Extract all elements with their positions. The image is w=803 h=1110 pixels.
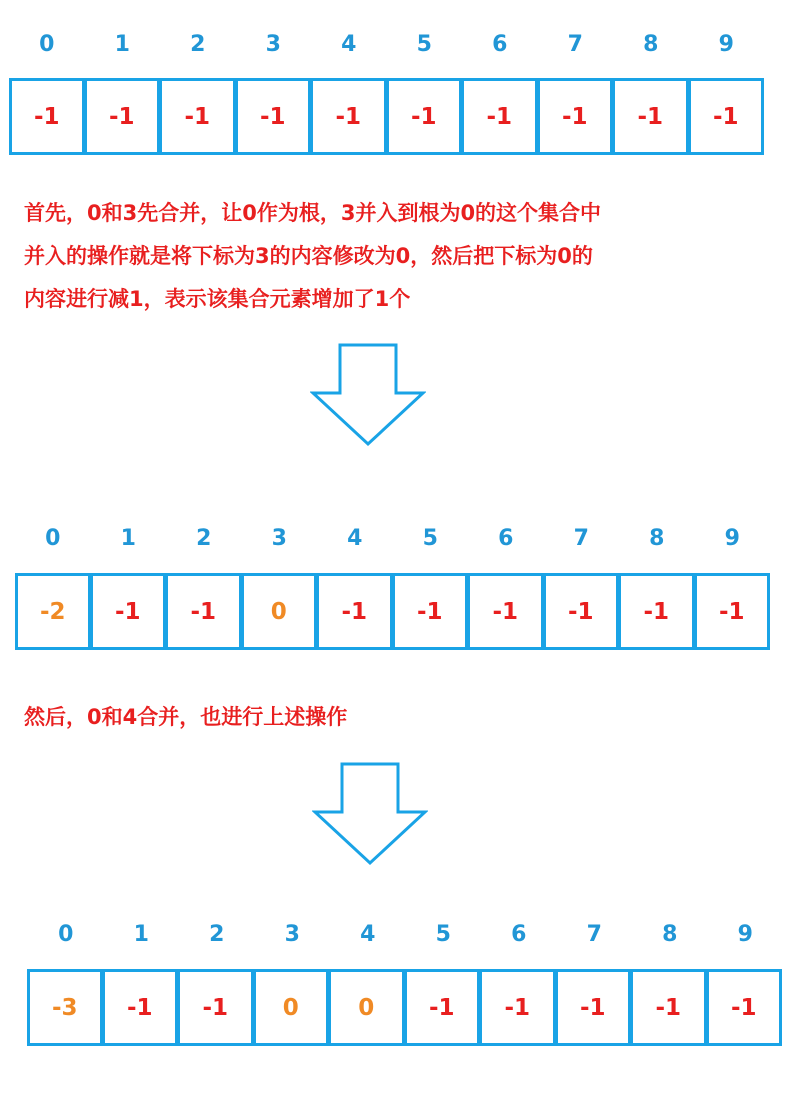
index-label: 3 — [271, 526, 287, 551]
explanation-line: 首先，0和3先合并，让0作为根，3并入到根为0的这个集合中 — [24, 201, 602, 225]
array-step-3 — [27, 969, 782, 1046]
array-cell: -1 — [85, 78, 161, 155]
array-cell: -1 — [166, 573, 242, 650]
down-arrow-icon — [310, 343, 426, 447]
index-label: 7 — [567, 32, 583, 57]
array-cell: -2 — [15, 573, 91, 650]
index-label: 1 — [114, 32, 130, 57]
array-cell: 0 — [242, 573, 318, 650]
explanation-line: 内容进行减1，表示该集合元素增加了1个 — [24, 287, 411, 311]
array-cell: -1 — [707, 969, 783, 1046]
array-cell: -1 — [468, 573, 544, 650]
array-cell: -3 — [27, 969, 103, 1046]
index-label: 9 — [724, 526, 740, 551]
index-label: 6 — [492, 32, 508, 57]
index-label: 4 — [360, 922, 376, 947]
array-cell: -1 — [613, 78, 689, 155]
array-cell: -1 — [480, 969, 556, 1046]
array-cell: -1 — [236, 78, 312, 155]
array-cell: -1 — [631, 969, 707, 1046]
explanation-2: 然后，0和4合并，也进行上述操作 — [24, 705, 348, 729]
array-cell: 0 — [329, 969, 405, 1046]
array-cell: -1 — [178, 969, 254, 1046]
array-cell: -1 — [538, 78, 614, 155]
array-cell: -1 — [695, 573, 771, 650]
index-label: 7 — [586, 922, 602, 947]
index-label: 9 — [737, 922, 753, 947]
array-cell: 0 — [254, 969, 330, 1046]
index-row-2 — [15, 526, 770, 552]
array-cell: -1 — [160, 78, 236, 155]
array-step-1 — [9, 78, 764, 155]
index-label: 4 — [341, 32, 357, 57]
index-label: 8 — [662, 922, 678, 947]
array-cell: -1 — [544, 573, 620, 650]
index-label: 9 — [718, 32, 734, 57]
array-cell: -1 — [689, 78, 765, 155]
index-row-1 — [9, 32, 764, 58]
index-label: 0 — [39, 32, 55, 57]
index-label: 5 — [416, 32, 432, 57]
index-label: 6 — [498, 526, 514, 551]
index-label: 3 — [265, 32, 281, 57]
index-label: 3 — [284, 922, 300, 947]
array-cell: -1 — [393, 573, 469, 650]
index-row-3 — [28, 922, 783, 948]
index-label: 7 — [573, 526, 589, 551]
index-label: 0 — [45, 526, 61, 551]
index-label: 1 — [120, 526, 136, 551]
down-arrow-icon — [312, 762, 428, 866]
index-label: 6 — [511, 922, 527, 947]
index-label: 8 — [643, 32, 659, 57]
array-cell: -1 — [311, 78, 387, 155]
array-cell: -1 — [91, 573, 167, 650]
index-label: 2 — [190, 32, 206, 57]
array-cell: -1 — [405, 969, 481, 1046]
array-cell: -1 — [462, 78, 538, 155]
index-label: 2 — [196, 526, 212, 551]
array-cell: -1 — [556, 969, 632, 1046]
array-cell: -1 — [9, 78, 85, 155]
index-label: 0 — [58, 922, 74, 947]
index-label: 8 — [649, 526, 665, 551]
index-label: 5 — [422, 526, 438, 551]
array-cell: -1 — [317, 573, 393, 650]
array-step-2 — [15, 573, 770, 650]
array-cell: -1 — [387, 78, 463, 155]
explanation-line: 并入的操作就是将下标为3的内容修改为0，然后把下标为0的 — [24, 244, 593, 268]
index-label: 5 — [435, 922, 451, 947]
index-label: 2 — [209, 922, 225, 947]
array-cell: -1 — [619, 573, 695, 650]
index-label: 4 — [347, 526, 363, 551]
index-label: 1 — [133, 922, 149, 947]
array-cell: -1 — [103, 969, 179, 1046]
